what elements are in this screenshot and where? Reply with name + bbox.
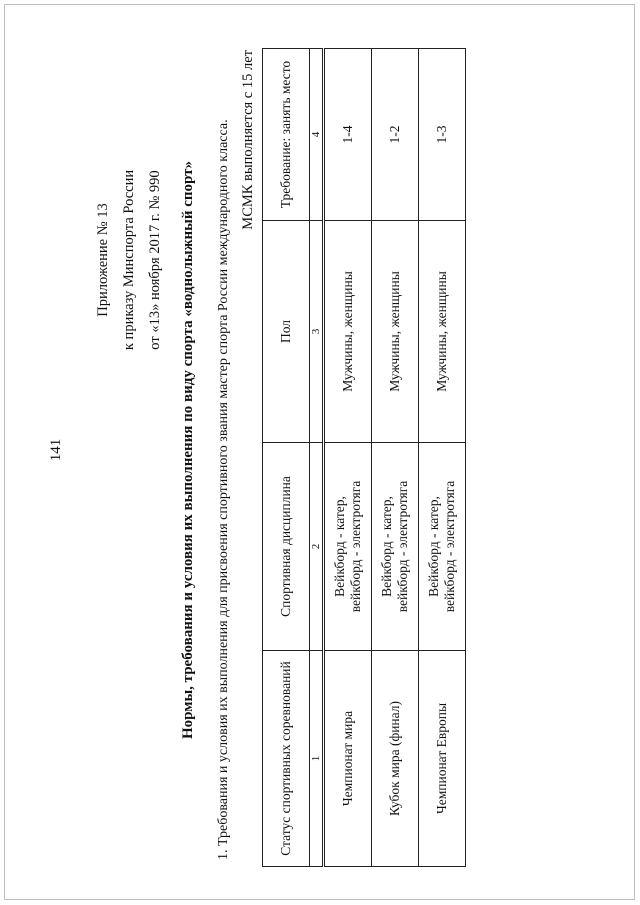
header-gender: Пол	[263, 221, 310, 443]
status-cell: Кубок мира (финал)	[372, 651, 419, 867]
discipline-cell	[419, 443, 466, 651]
place-cell: 1-2	[372, 49, 419, 221]
section-heading: 1. Требования и условия их выполнения для присвоения спортивного звания мастер спорта России международного класса.	[216, 119, 231, 860]
appendix-block	[90, 95, 168, 425]
discipline-cell	[372, 443, 419, 651]
discipline-cell	[324, 443, 372, 651]
column-number: 1	[310, 651, 324, 867]
discipline-line: Вейкборд - катер,	[426, 496, 441, 597]
gender-cell: Мужчины, женщины	[419, 221, 466, 443]
gender-cell: Мужчины, женщины	[372, 221, 419, 443]
gender-cell: Мужчины, женщины	[324, 221, 372, 443]
table-row	[419, 49, 466, 867]
table-row	[372, 49, 419, 867]
document-title: Нормы, требования и условия их выполнения по виду спорта «воднолыжный спорт»	[180, 160, 196, 740]
column-number: 4	[310, 49, 324, 221]
discipline-line: вейкборд - электротяга	[442, 480, 457, 613]
column-number: 3	[310, 221, 324, 443]
discipline-line: вейкборд - электротяга	[395, 480, 410, 613]
column-number-row	[310, 49, 324, 867]
status-cell: Чемпионат мира	[324, 651, 372, 867]
page-number: 141	[48, 438, 64, 462]
discipline-line: Вейкборд - катер,	[379, 496, 394, 597]
header-discipline: Спортивная дисциплина	[263, 443, 310, 651]
norms-table	[262, 48, 466, 867]
discipline-line: Вейкборд - катер,	[332, 496, 347, 597]
appendix-line-3: от «13» ноября 2017 г. № 990	[147, 170, 163, 350]
header-status: Статус спортивных соревнований	[263, 651, 310, 867]
column-number: 2	[310, 443, 324, 651]
status-cell: Чемпионат Европы	[419, 651, 466, 867]
table-header-row	[263, 49, 310, 867]
table-row	[324, 49, 372, 867]
discipline-line: вейкборд - электротяга	[348, 480, 363, 613]
appendix-line-1: Приложение № 13	[95, 203, 111, 317]
appendix-line-2: к приказу Минспорта России	[121, 169, 137, 351]
header-place: Требование: занять место	[263, 49, 310, 221]
place-cell: 1-4	[324, 49, 372, 221]
place-cell: 1-3	[419, 49, 466, 221]
age-note: МСМК выполняется с 15 лет	[240, 50, 256, 230]
